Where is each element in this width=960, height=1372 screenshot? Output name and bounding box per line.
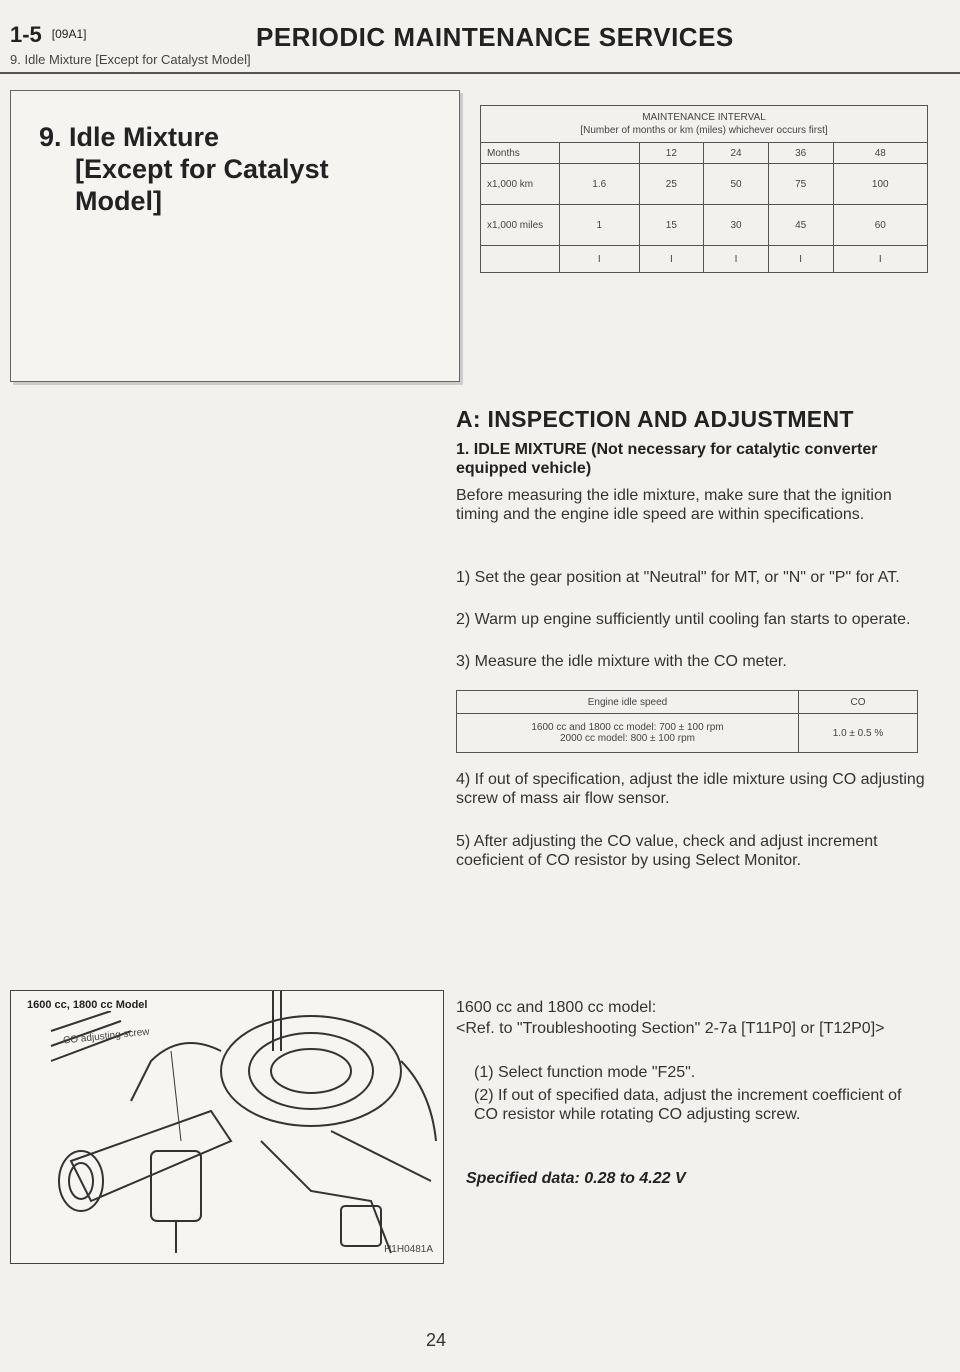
section-a-heading: A: INSPECTION AND ADJUSTMENT	[456, 406, 854, 432]
step-5: 5) After adjusting the CO value, check and adjust increment coeficient of CO resistor by using Select Monitor.	[456, 833, 878, 869]
step-1: 1) Set the gear position at "Neutral" for MT, or "N" or "P" for AT.	[456, 569, 900, 586]
table-cell: I	[704, 246, 769, 273]
step-3: 3) Measure the idle mixture with the CO meter.	[456, 653, 787, 670]
substep-2: (2) If out of specified data, adjust the increment coefficient of CO resistor while rotating CO adjusting screw.	[474, 1087, 902, 1123]
row-label-empty	[481, 246, 560, 273]
page-number: 24	[426, 1330, 447, 1350]
table-cell: 50	[704, 164, 769, 205]
page-code	[10, 22, 87, 48]
table-cell: 12	[639, 143, 704, 164]
section-title-box	[10, 90, 460, 382]
subsection-heading: 1. IDLE MIXTURE (Not necessary for catalytic converter equipped vehicle)	[456, 441, 878, 477]
caption-note: [Number of months or km (miles) whichever occurs first]	[580, 125, 828, 136]
specified-data: Specified data: 0.28 to 4.22 V	[466, 1170, 686, 1187]
section-title-line2: [Except for Catalyst	[75, 154, 329, 184]
step-2: 2) Warm up engine sufficiently until cooling fan starts to operate.	[456, 611, 911, 628]
table-cell	[560, 143, 640, 164]
table-cell: 75	[768, 164, 833, 205]
spec-line: 2000 cc model: 800 ± 100 rpm	[559, 733, 695, 744]
table-cell: I	[768, 246, 833, 273]
column-header: CO	[799, 691, 918, 714]
reference-line: <Ref. to "Troubleshooting Section" 2-7a [T11P0] or [T12P0]>	[456, 1020, 885, 1037]
row-label: Months	[481, 143, 560, 164]
table-cell: 45	[768, 205, 833, 246]
table-cell: 48	[833, 143, 927, 164]
section-title-line1: 9. Idle Mixture	[39, 122, 220, 152]
ref-code: [09A1]	[51, 27, 87, 41]
table-row-months	[481, 143, 928, 164]
intro-paragraph: Before measuring the idle mixture, make sure that the ignition timing and the engine idle speed are within specifications.	[456, 487, 892, 523]
figure-code: H1H0481A	[384, 1244, 433, 1255]
table-cell	[457, 714, 799, 753]
table-cell: 15	[639, 205, 704, 246]
idle-spec-table	[456, 690, 918, 753]
table-cell: 100	[833, 164, 927, 205]
section-title	[39, 121, 329, 217]
page-header-title: PERIODIC MAINTENANCE SERVICES	[256, 22, 734, 52]
figure-callout: CO adjusting screw	[62, 1026, 151, 1047]
table-cell: I	[560, 246, 640, 273]
table-row-miles	[481, 205, 928, 246]
figure-label: 1600 cc, 1800 cc Model	[27, 999, 148, 1011]
table-row-km	[481, 164, 928, 205]
row-label: x1,000 km	[481, 164, 560, 205]
table-row	[457, 691, 918, 714]
table-caption	[481, 106, 928, 143]
table-row-inspect	[481, 246, 928, 273]
substep-1: (1) Select function mode "F25".	[474, 1064, 696, 1081]
engine-figure	[10, 990, 444, 1264]
column-header: Engine idle speed	[457, 691, 799, 714]
table-cell: 1.6	[560, 164, 640, 205]
page-header-subtitle: 9. Idle Mixture [Except for Catalyst Model]	[10, 52, 251, 67]
table-cell: 36	[768, 143, 833, 164]
caption-title: MAINTENANCE INTERVAL	[642, 112, 766, 123]
row-label: x1,000 miles	[481, 205, 560, 246]
table-cell: I	[833, 246, 927, 273]
section-title-line3: Model]	[75, 186, 162, 216]
step-4: 4) If out of specification, adjust the idle mixture using CO adjusting screw of mass air flow sensor.	[456, 771, 925, 807]
spec-line: 1600 cc and 1800 cc model: 700 ± 100 rpm	[531, 722, 724, 733]
header-divider	[0, 72, 960, 74]
table-row	[457, 714, 918, 753]
table-caption-row	[481, 106, 928, 143]
table-cell: 1.0 ± 0.5 %	[799, 714, 918, 753]
model-line: 1600 cc and 1800 cc model:	[456, 999, 657, 1016]
table-cell: 1	[560, 205, 640, 246]
maintenance-interval-table	[480, 105, 928, 273]
table-cell: 24	[704, 143, 769, 164]
engine-drawing	[11, 991, 443, 1263]
table-cell: 30	[704, 205, 769, 246]
table-cell: 25	[639, 164, 704, 205]
table-cell: I	[639, 246, 704, 273]
table-cell: 60	[833, 205, 927, 246]
page-code-number: 1-5	[10, 22, 42, 47]
